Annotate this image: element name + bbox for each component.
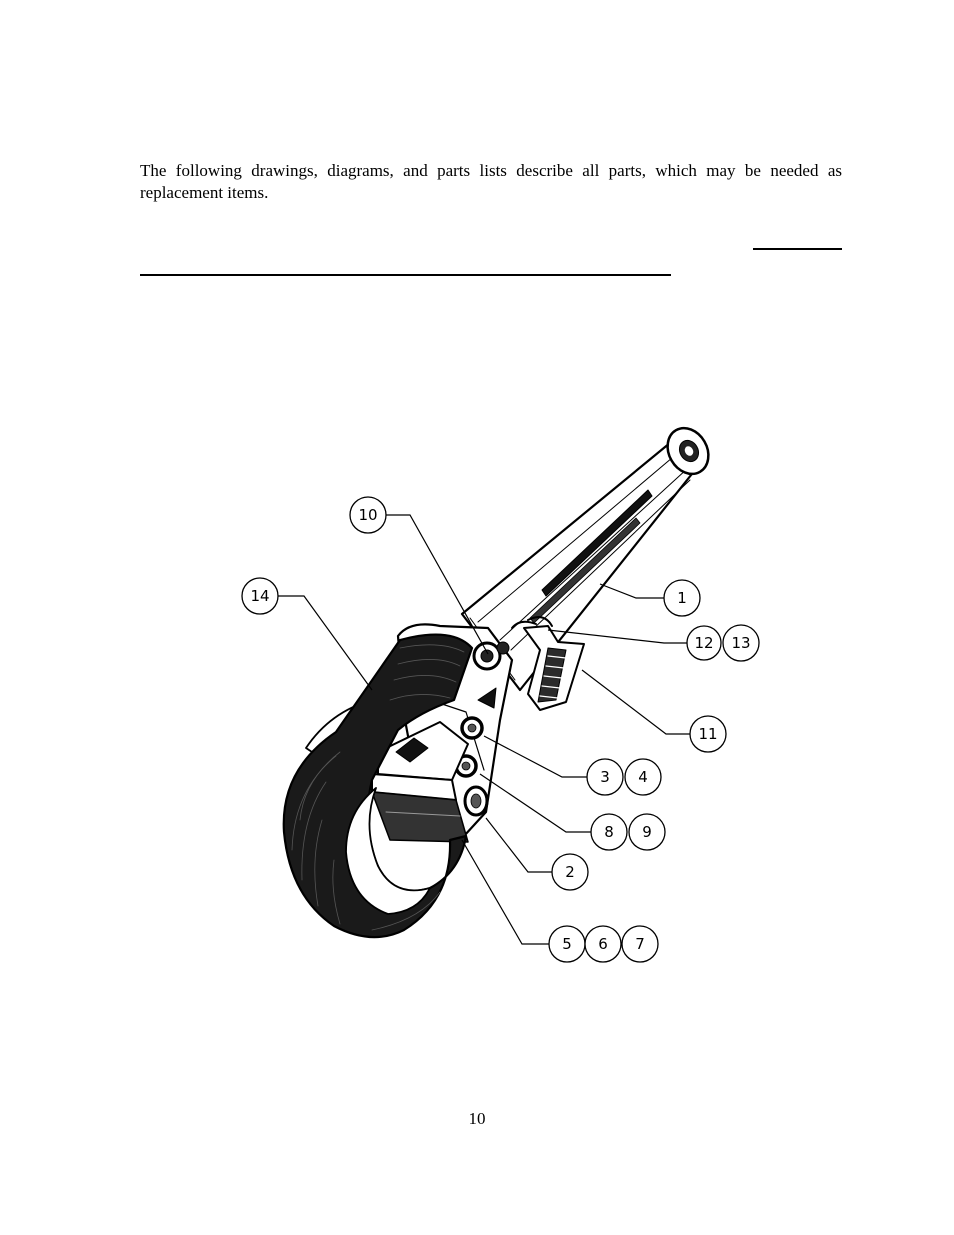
callout-2: 2 xyxy=(565,863,575,881)
callout-9: 9 xyxy=(642,823,652,841)
leader-14 xyxy=(278,596,372,690)
callout-11: 11 xyxy=(698,725,718,743)
leader-1 xyxy=(600,584,664,598)
intro-paragraph: The following drawings, diagrams, and parts lists describe all parts, which may be needed as replacement items. xyxy=(140,161,842,202)
leader-11 xyxy=(582,670,690,734)
leader-5-6-7 xyxy=(462,840,549,944)
callout-12: 12 xyxy=(694,634,714,652)
callout-4: 4 xyxy=(638,768,648,786)
leader-2 xyxy=(486,818,552,872)
callout-5: 5 xyxy=(562,935,572,953)
leader-12-13 xyxy=(548,630,688,643)
strap-wrench-drawing xyxy=(284,421,717,937)
callout-7: 7 xyxy=(635,935,645,953)
leader-8-9 xyxy=(480,774,591,832)
callout-13: 13 xyxy=(731,634,751,652)
callout-1: 1 xyxy=(677,589,687,607)
callout-6: 6 xyxy=(598,935,608,953)
callout-8: 8 xyxy=(604,823,614,841)
leader-3-4 xyxy=(484,736,588,777)
callout-10: 10 xyxy=(358,506,378,524)
callout-14: 14 xyxy=(250,587,270,605)
callout-3: 3 xyxy=(600,768,610,786)
page-number: 10 xyxy=(468,1109,486,1128)
